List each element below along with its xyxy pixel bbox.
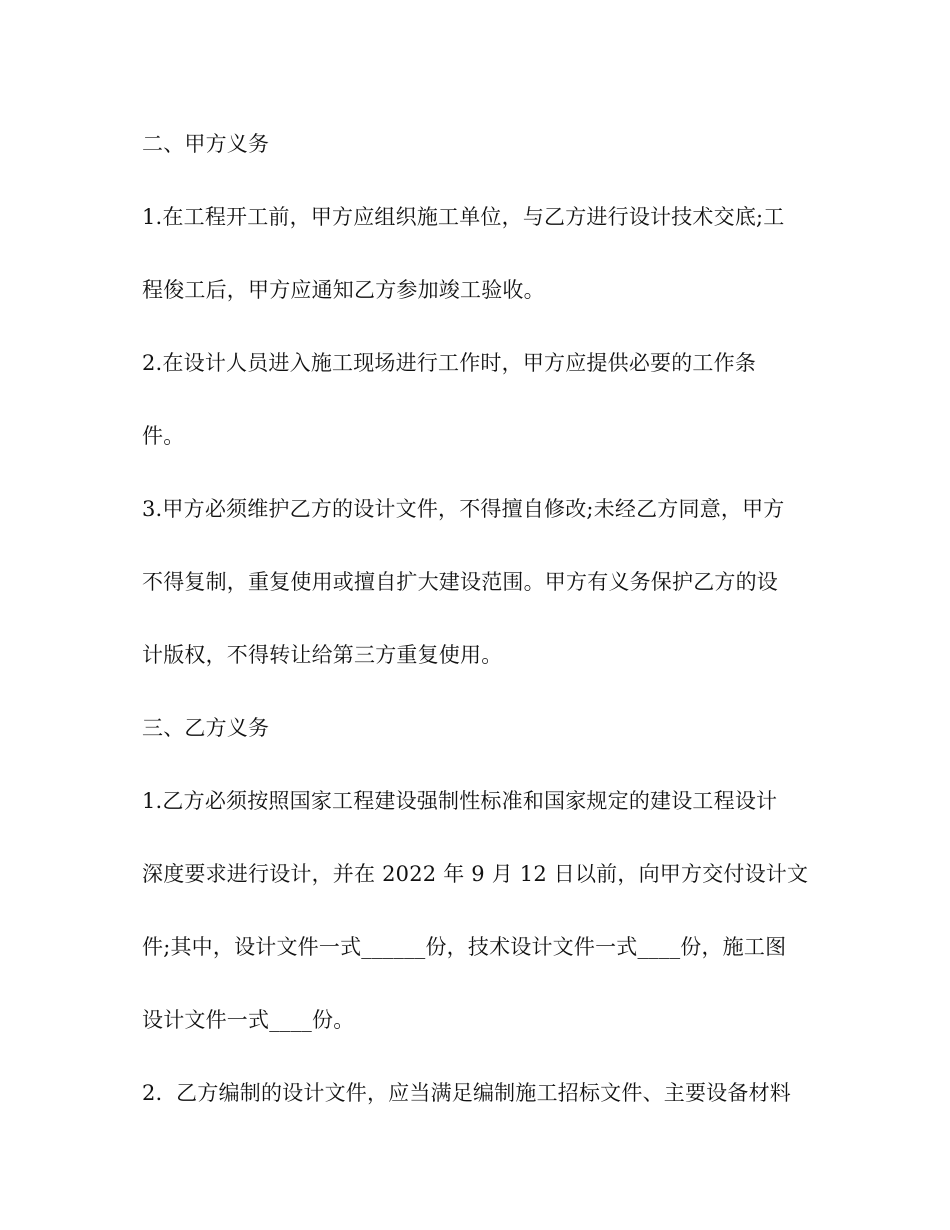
section-heading-party-b-obligations: 三、乙方义务 <box>142 716 270 740</box>
paragraph-line: 不得复制，重复使用或擅自扩大建设范围。甲方有义务保护乙方的设 <box>142 570 778 594</box>
paragraph-line: 件。 <box>142 424 185 448</box>
paragraph-line: 设计文件一式____份。 <box>142 1008 355 1032</box>
paragraph-line: 件;其中，设计文件一式______份，技术设计文件一式____份，施工图 <box>142 935 787 959</box>
paragraph-line: 计版权，不得转让给第三方重复使用。 <box>142 643 503 667</box>
section-heading-party-a-obligations: 二、甲方义务 <box>142 132 270 156</box>
paragraph-line: 1.在工程开工前，甲方应组织施工单位，与乙方进行设计技术交底;工 <box>142 205 785 229</box>
paragraph-line: 1.乙方必须按照国家工程建设强制性标准和国家规定的建设工程设计 <box>142 789 778 813</box>
paragraph-line: 3.甲方必须维护乙方的设计文件，不得擅自修改;未经乙方同意，甲方 <box>142 497 785 521</box>
paragraph-line: 2.在设计人员进入施工现场进行工作时，甲方应提供必要的工作条 <box>142 351 757 375</box>
paragraph-line: 深度要求进行设计，并在 2022 年 9 月 12 日以前，向甲方交付设计文 <box>142 862 809 886</box>
paragraph-line: 程俊工后，甲方应通知乙方参加竣工验收。 <box>142 278 545 302</box>
paragraph-line: 2. 乙方编制的设计文件，应当满足编制施工招标文件、主要设备材料 <box>142 1081 791 1105</box>
